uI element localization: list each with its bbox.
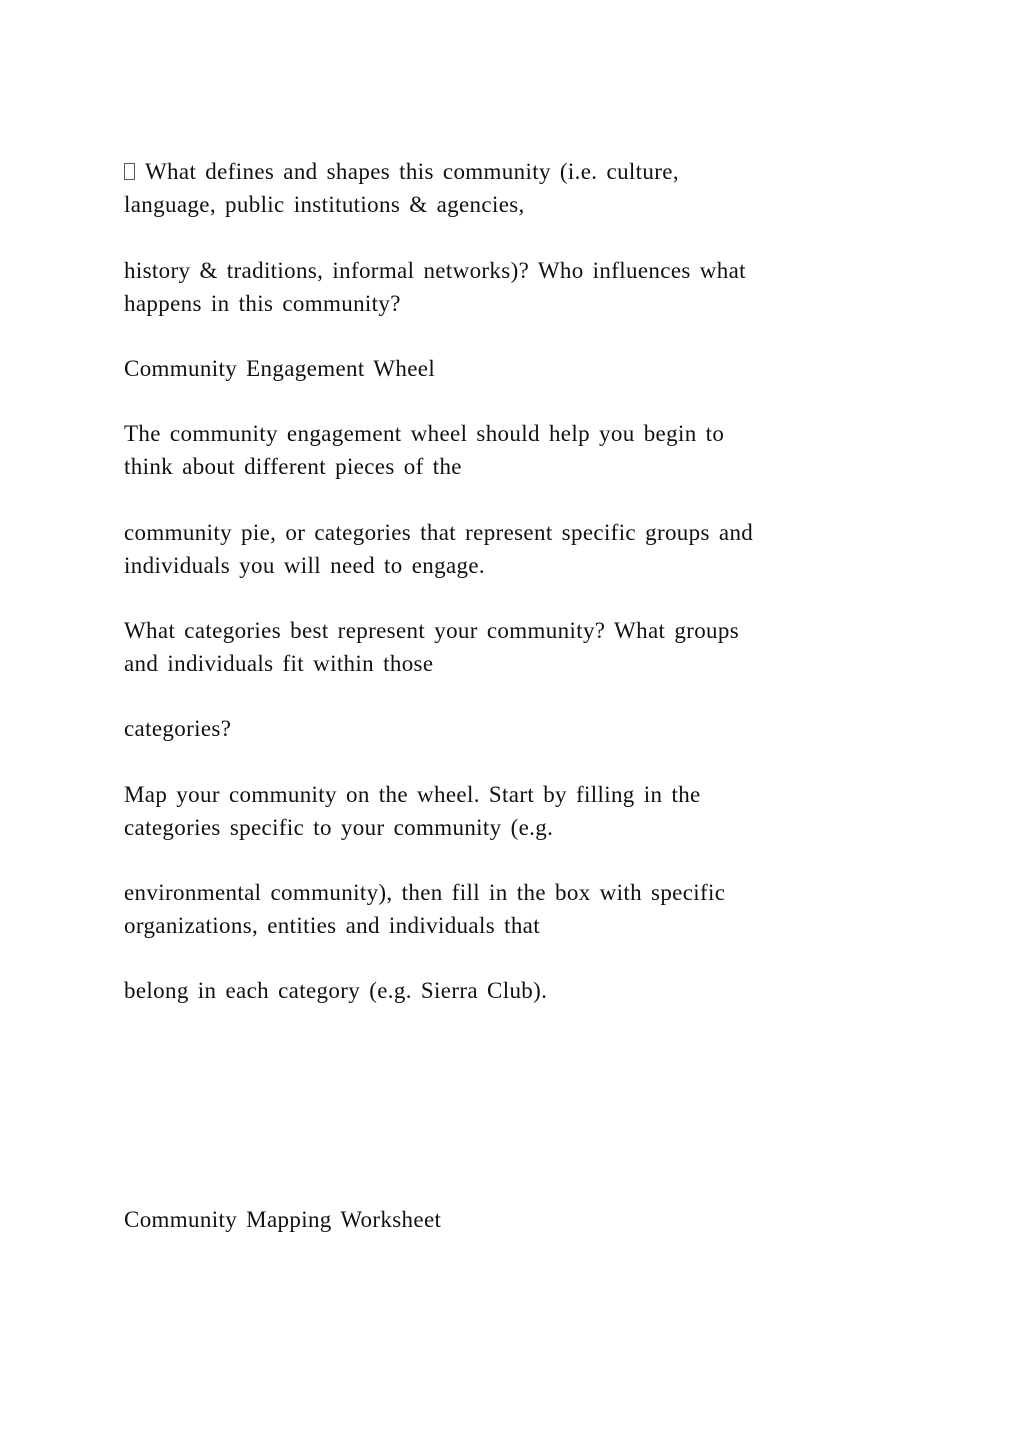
text-line: individuals you will need to engage. bbox=[124, 553, 486, 578]
paragraph-categories-question bbox=[124, 614, 924, 680]
text-line: The community engagement wheel should help you begin to bbox=[124, 421, 725, 446]
heading-community-engagement-wheel bbox=[124, 352, 924, 385]
text-line: community pie, or categories that represent specific groups and bbox=[124, 520, 754, 545]
text-line: history & traditions, informal networks)? Who influences what bbox=[124, 258, 746, 283]
text-line bbox=[124, 155, 924, 188]
text-line: Community Mapping Worksheet bbox=[124, 1207, 442, 1232]
paragraph-wheel-intro bbox=[124, 417, 924, 483]
heading-community-mapping-worksheet bbox=[124, 1203, 924, 1236]
text-line: belong in each category (e.g. Sierra Club). bbox=[124, 978, 548, 1003]
text-line: Map your community on the wheel. Start by filling in the bbox=[124, 782, 701, 807]
paragraph-map-instructions bbox=[124, 778, 924, 844]
text-line: think about different pieces of the bbox=[124, 454, 462, 479]
paragraph-sierra-club-example bbox=[124, 974, 924, 1007]
text-line: What categories best represent your community? What groups bbox=[124, 618, 740, 643]
paragraph-community-definition bbox=[124, 155, 924, 221]
paragraph-community-pie bbox=[124, 516, 924, 582]
paragraph-environmental-community bbox=[124, 876, 924, 942]
paragraph-history-traditions bbox=[124, 254, 924, 320]
text-line: organizations, entities and individuals that bbox=[124, 913, 540, 938]
paragraph-categories bbox=[124, 712, 924, 745]
text-line-content: What defines and shapes this community (i.e. culture, bbox=[145, 159, 679, 184]
text-line: categories? bbox=[124, 716, 232, 741]
text-line: and individuals fit within those bbox=[124, 651, 434, 676]
missing-glyph-box-icon bbox=[124, 163, 135, 180]
text-line: categories specific to your community (e.g. bbox=[124, 815, 554, 840]
text-line: happens in this community? bbox=[124, 291, 401, 316]
text-line: environmental community), then fill in the box with specific bbox=[124, 880, 726, 905]
text-line: Community Engagement Wheel bbox=[124, 356, 436, 381]
text-line: language, public institutions & agencies, bbox=[124, 192, 525, 217]
